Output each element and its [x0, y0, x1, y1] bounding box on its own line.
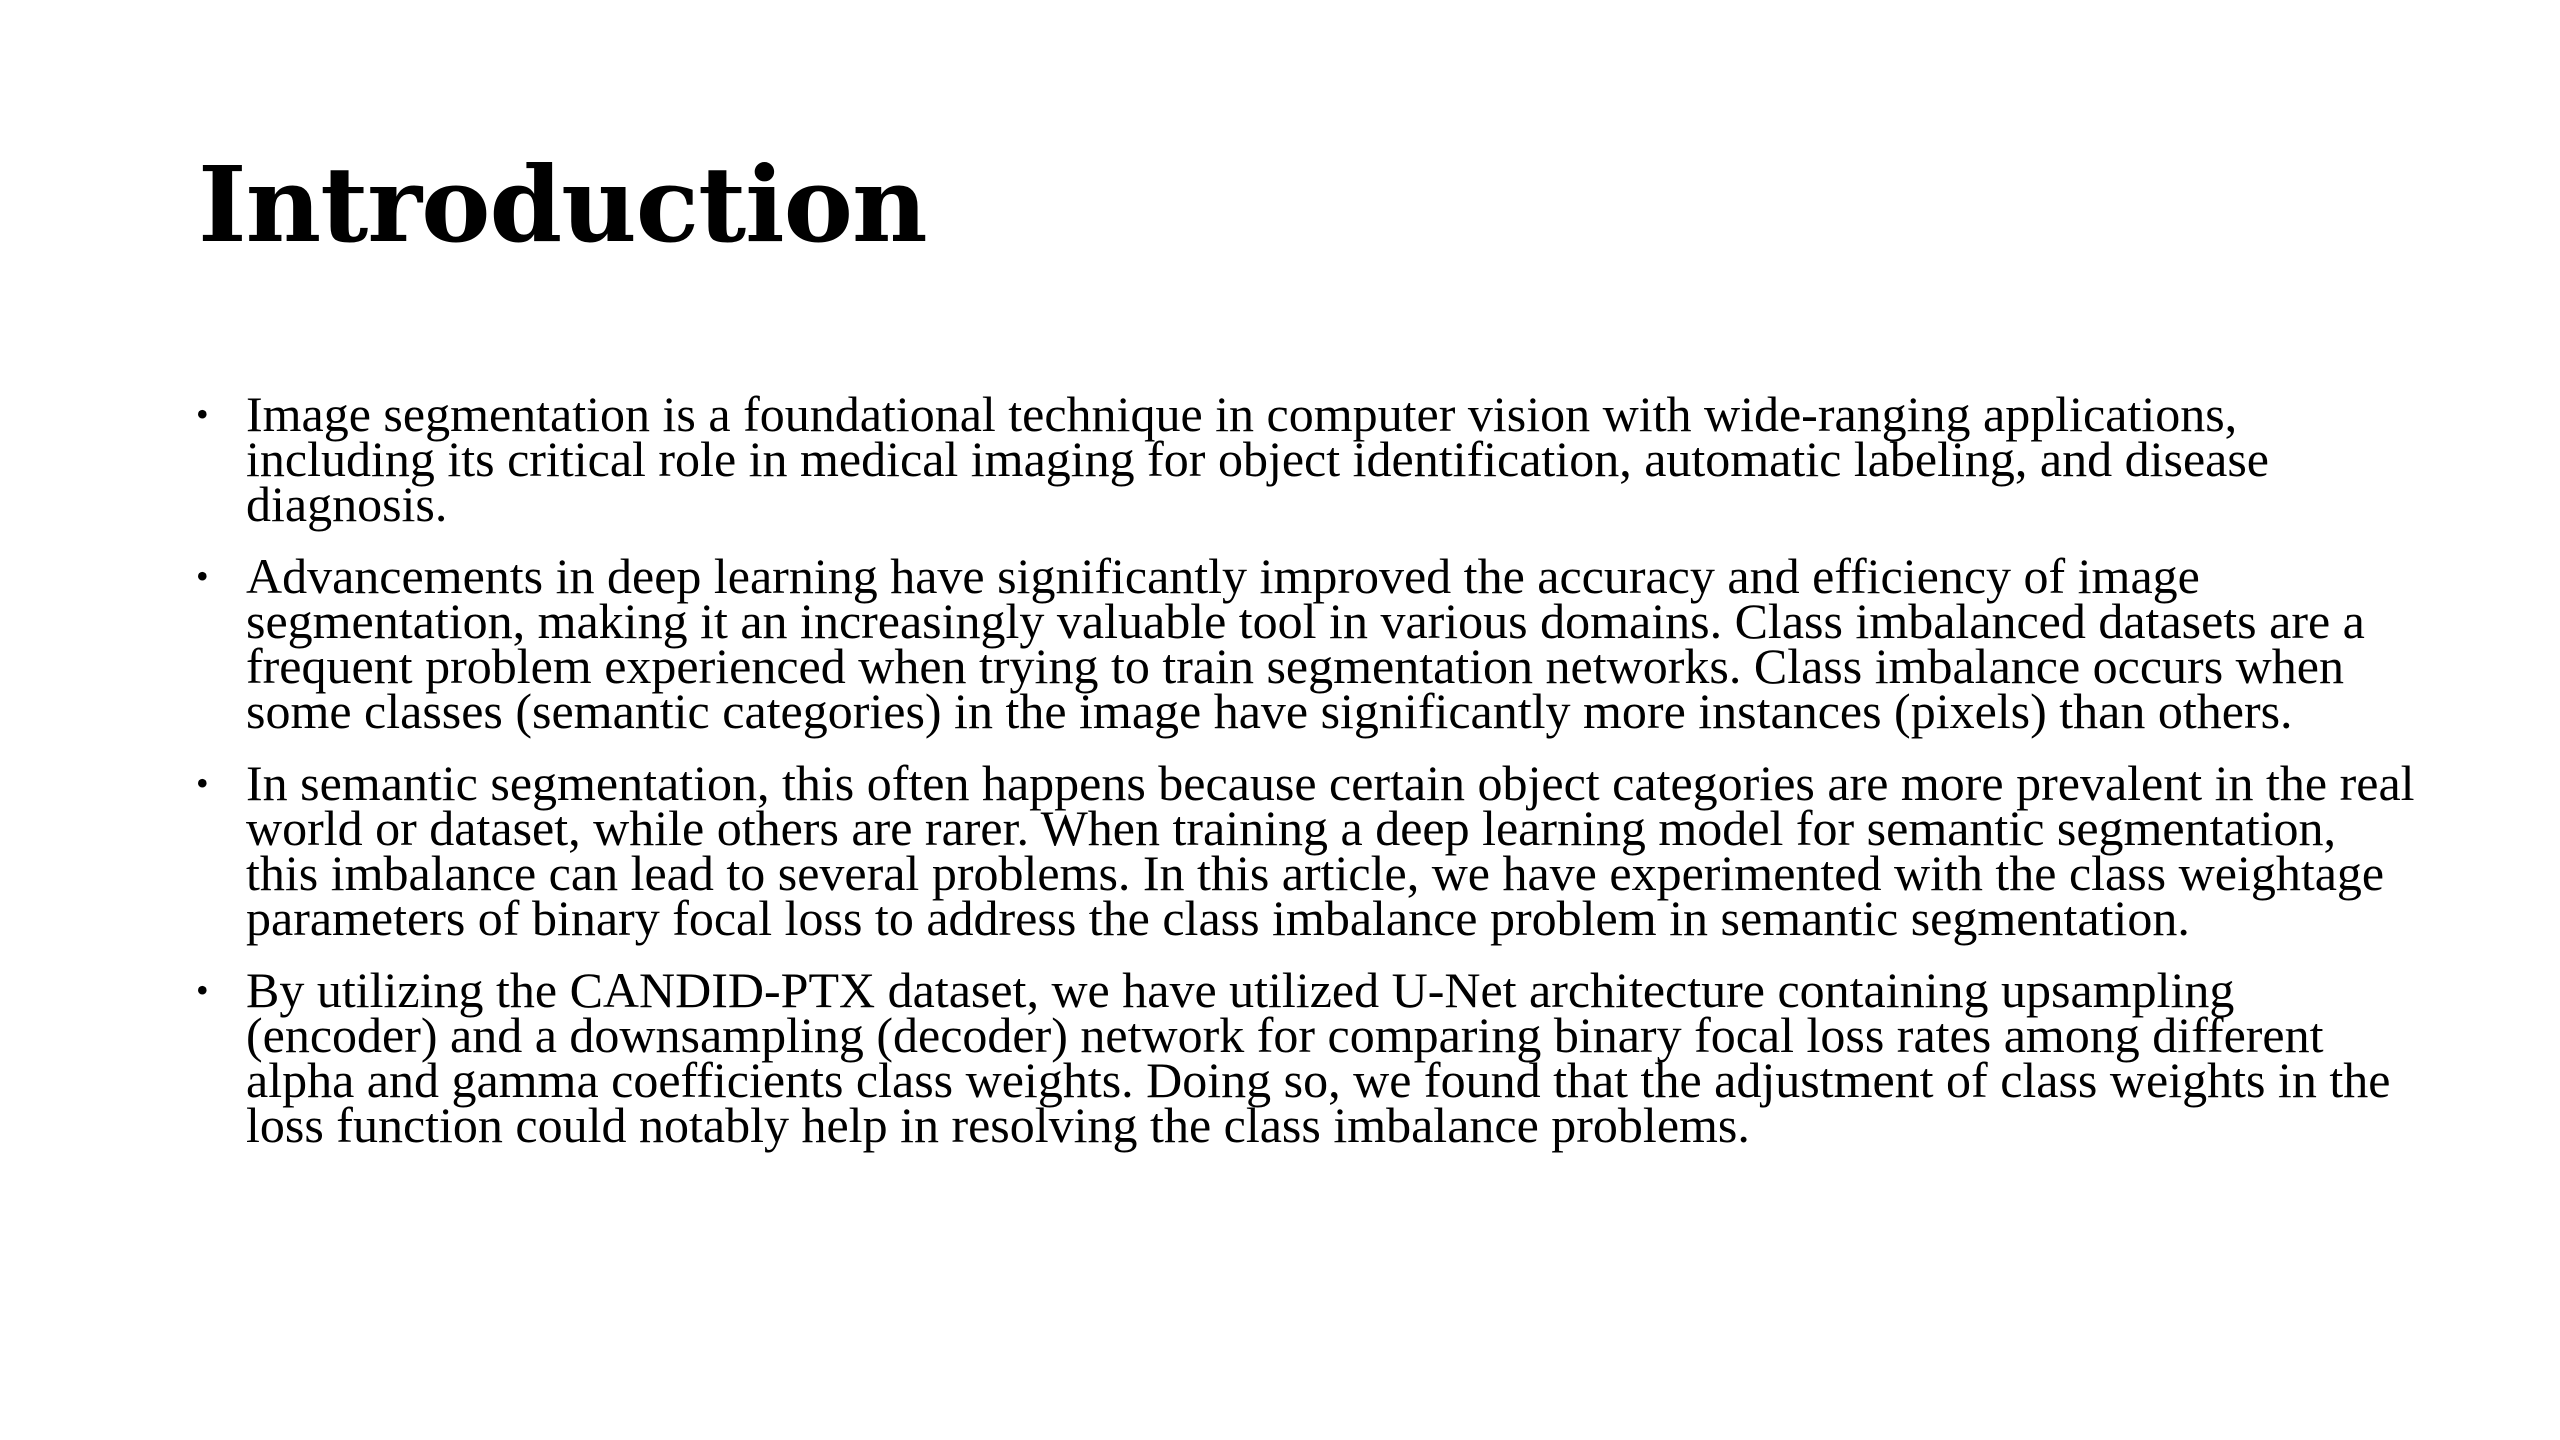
bullet-item [190, 548, 2420, 739]
bullet-dot-icon: • [196, 556, 209, 596]
bullet-item [190, 755, 2420, 946]
bullet-item [190, 962, 2420, 1153]
slide-title: Introduction [198, 143, 927, 266]
bullet-dot-icon: • [196, 970, 209, 1010]
bullet-dot-icon: • [196, 394, 209, 434]
bullet-list [190, 386, 2420, 1175]
bullet-text: Image segmentation is a foundational technique in computer vision with wide-ranging applications, including its critical role in medical imaging for object identification, automatic labeling, and disease diagnosis. [246, 386, 2269, 532]
bullet-dot-icon: • [196, 763, 209, 803]
bullet-item [190, 386, 2420, 532]
bullet-text: In semantic segmentation, this often happens because certain object categories are more prevalent in the real world or dataset, while others are rarer. When training a deep learning model for semantic segmentation, this imbalance can lead to several problems. In this article, we have experimented with the class weightage parameters of binary focal loss to address the class imbalance problem in semantic segmentation. [246, 755, 2415, 946]
bullet-text: By utilizing the CANDID-PTX dataset, we have utilized U-Net architecture containing upsampling (encoder) and a downsampling (decoder) network for comparing binary focal loss rates among different alpha and gamma coefficients class weights. Doing so, we found that the adjustment of class weights in the loss function could notably help in resolving the class imbalance problems. [246, 962, 2391, 1153]
bullet-text: Advancements in deep learning have significantly improved the accuracy and efficiency of image segmentation, making it an increasingly valuable tool in various domains. Class imbalanced datasets are a frequent problem experienced when trying to train segmentation networks. Class imbalance occurs when some classes (semantic categories) in the image have significantly more instances (pixels) than others. [246, 548, 2365, 739]
